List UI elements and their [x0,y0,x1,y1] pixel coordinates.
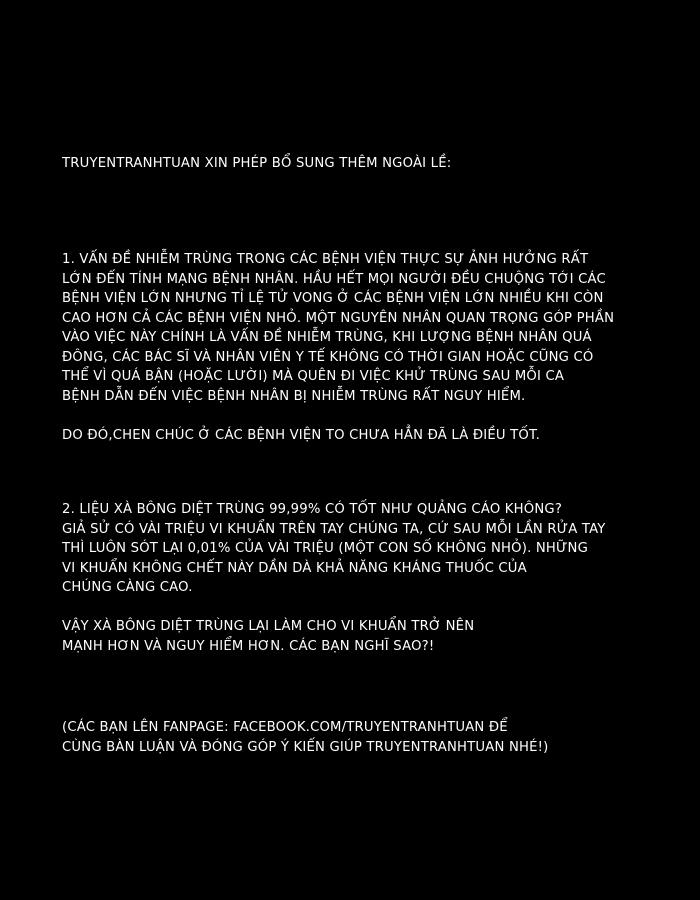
point-2-conclusion-line: MẠNH HƠN VÀ NGUY HIỂM HƠN. CÁC BẠN NGHĨ SAO?! [62,638,435,654]
point-1-line: ĐÔNG, CÁC BÁC SĨ VÀ NHÂN VIÊN Y TẾ KHÔNG CÓ THỜI GIAN HOẶC CŨNG CÓ [62,349,594,365]
point-2-conclusion-line: VẬY XÀ BÔNG DIỆT TRÙNG LẠI LÀM CHO VI KHUẨN TRỞ NÊN [62,619,475,634]
point-2-line: THÌ LUÔN SÓT LẠI 0,01% CỦA VÀI TRIỆU (MỘT CON SỐ KHÔNG NHỎ). NHỮNG [62,541,589,556]
point-1-conclusion [62,426,540,446]
point-1-line: LỚN ĐẾN TÍNH MẠNG BỆNH NHÂN. HẦU HẾT MỌI NGƯỜI ĐỀU CHUỘNG TỚI CÁC [62,271,606,287]
point-2-line: GIẢ SỬ CÓ VÀI TRIỆU VI KHUẨN TRÊN TAY CHÚNG TA, CỨ SAU MỖI LẦN RỬA TAY [62,521,606,537]
point-2-conclusion [62,617,474,656]
point-2-line: VI KHUẨN KHÔNG CHẾT NÀY DẦN DÀ KHẢ NĂNG KHÁNG THUỐC CỦA [62,560,527,576]
point-2-paragraph [62,500,606,598]
point-1-line: THỂ VÌ QUÁ BẬN (HOẶC LƯỜI) MÀ QUÊN ĐI VIỆC KHỬ TRÙNG SAU MỖI CA [62,369,565,384]
point-1-paragraph [62,250,614,406]
point-1-line: CAO HƠN CẢ CÁC BỆNH VIỆN NHỎ. MỘT NGUYÊN NHÂN QUAN TRỌNG GÓP PHẦN [62,310,615,326]
point-2-line: CHÚNG CÀNG CAO. [62,580,193,595]
fanpage-line: CÙNG BÀN LUẬN VÀ ĐÓNG GÓP Ý KIẾN GIÚP TRUYENTRANHTUAN NHÉ!) [62,739,549,755]
point-1-line: 1. VẤN ĐỀ NHIỄM TRÙNG TRONG CÁC BỆNH VIỆN THỰC SỰ ẢNH HƯỞNG RẤT [62,252,589,267]
fanpage-line: (CÁC BẠN LÊN FANPAGE: FACEBOOK.COM/TRUYENTRANHTUAN ĐỂ [62,720,508,735]
fanpage-note [62,718,549,757]
point-1-line: BỆNH VIỆN LỚN NHƯNG TỈ LỆ TỬ VONG Ở CÁC BỆNH VIỆN LỚN NHIỀU KHI CÒN [62,291,604,306]
point-2-line: 2. LIỆU XÀ BÔNG DIỆT TRÙNG 99,99% CÓ TỐT NHƯ QUẢNG CÁO KHÔNG? [62,502,563,517]
point-1-line: VÀO VIỆC NÀY CHÍNH LÀ VẤN ĐỀ NHIỄM TRÙNG, KHI LƯỢNG BỆNH NHÂN QUÁ [62,330,592,345]
point-1-conclusion-line: DO ĐÓ,CHEN CHÚC Ở CÁC BỆNH VIỆN TO CHƯA HẲN ĐÃ LÀ ĐIỀU TỐT. [62,428,541,443]
intro-heading: TRUYENTRANHTUAN XIN PHÉP BỔ SUNG THÊM NGOÀI LỀ: [62,156,452,171]
point-1-line: BỆNH DẪN ĐẾN VIỆC BỆNH NHÂN BỊ NHIỄM TRÙNG RẤT NGUY HIỂM. [62,388,526,404]
